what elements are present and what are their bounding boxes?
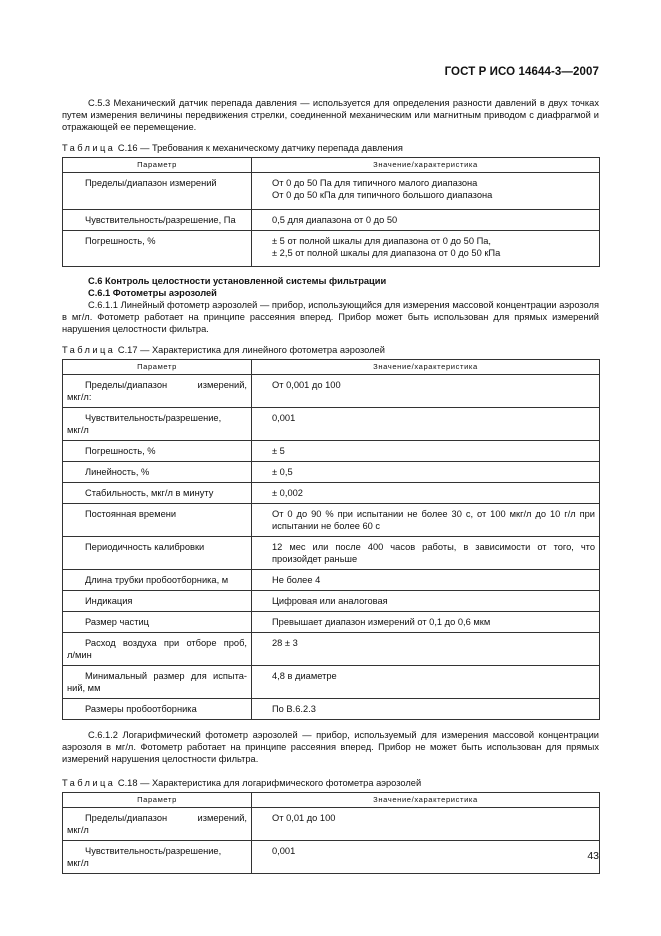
table-row — [63, 441, 600, 462]
table17-param-line: мкг/л — [67, 425, 89, 435]
table17-cell-param — [63, 666, 252, 699]
table17-cell-param: Погрешность, % — [63, 441, 252, 462]
table-row — [63, 173, 600, 210]
table17-cell-value: 28 ± 3 — [252, 633, 600, 666]
table18-param-line: Пределы/диапазон измерений, — [85, 813, 247, 823]
table18-caption — [62, 777, 599, 789]
table17-param-line: Минимальный размер для испыта- — [85, 671, 247, 681]
table-row — [63, 591, 600, 612]
table16-value-line: От 0 до 50 Па для типичного малого диапазона — [272, 178, 478, 188]
table16-cell-value: 0,5 для диапазона от 0 до 50 — [252, 210, 600, 231]
table-row — [63, 699, 600, 720]
table18-label: Таблица — [62, 778, 116, 788]
table16-header-row — [63, 158, 600, 173]
table17 — [62, 359, 600, 720]
table-row — [63, 570, 600, 591]
table17-cell-param: Периодичность калибровки — [63, 537, 252, 570]
table17-caption-text: С.17 — Характеристика для линейного фотометра аэрозолей — [117, 345, 385, 355]
table18-param-line: мкг/л — [67, 858, 89, 868]
table-row — [63, 537, 600, 570]
table16-header-param: Параметр — [63, 158, 252, 173]
table17-param-line: Пределы/диапазон измерений, — [85, 380, 247, 390]
table16-cell-param: Погрешность, % — [63, 231, 252, 267]
table17-cell-param — [63, 375, 252, 408]
table18-header-value: Значение/характеристика — [252, 793, 600, 808]
table18-caption-text: С.18 — Характеристика для логарифмического фотометра аэрозолей — [117, 778, 422, 788]
table17-cell-value: 4,8 в диаметре — [252, 666, 600, 699]
table-row — [63, 210, 600, 231]
table16-cell-param: Чувствительность/разрешение, Па — [63, 210, 252, 231]
table-row — [63, 666, 600, 699]
table17-cell-value: 0,001 — [252, 408, 600, 441]
table17-cell-value: 12 мес или после 400 часов работы, в зависимости от того, что произойдет раньше — [252, 537, 600, 570]
table17-cell-value: Не более 4 — [252, 570, 600, 591]
table18-cell-param — [63, 841, 252, 874]
table17-cell-param: Размер частиц — [63, 612, 252, 633]
table17-cell-value: Цифровая или аналоговая — [252, 591, 600, 612]
table17-cell-value: По В.6.2.3 — [252, 699, 600, 720]
table17-cell-value: ± 0,5 — [252, 462, 600, 483]
table16-cell-value — [252, 173, 600, 210]
table18-param-line: мкг/л — [67, 825, 89, 835]
table17-cell-value: От 0 до 90 % при испытании не более 30 с, от 100 мкг/л до 10 г/л при испытании не более 60 с — [252, 504, 600, 537]
table17-param-line: л/мин — [67, 650, 92, 660]
table-row — [63, 841, 600, 874]
table-row — [63, 633, 600, 666]
table-row — [63, 808, 600, 841]
table18-header-row — [63, 793, 600, 808]
table18-header-param: Параметр — [63, 793, 252, 808]
page-content — [62, 97, 599, 874]
section-c6-heading: С.6 Контроль целостности установленной системы фильтрации — [88, 276, 387, 286]
table17-cell-param — [63, 408, 252, 441]
table18-cell-value: От 0,01 до 100 — [252, 808, 600, 841]
paragraph-c611: С.6.1.1 Линейный фотометр аэрозолей — прибор, использующийся для измерения массовой концентрации аэрозоля в мг/л. Фотометр работает на принципе рассеяния вперед. Прибор может быть использован для прямых измерений нарушения целостности фильтра. — [62, 300, 599, 334]
table16 — [62, 157, 600, 267]
table18-cell-param — [63, 808, 252, 841]
table16-value-line: От 0 до 50 кПа для типичного большого диапазона — [272, 190, 493, 200]
table17-cell-param: Линейность, % — [63, 462, 252, 483]
table17-header-value: Значение/характеристика — [252, 360, 600, 375]
table16-cell-value — [252, 231, 600, 267]
table17-param-line: Чувствительность/разрешение, — [85, 413, 222, 423]
table17-cell-value: ± 0,002 — [252, 483, 600, 504]
table17-cell-value: Превышает диапазон измерений от 0,1 до 0,6 мкм — [252, 612, 600, 633]
table17-cell-param — [63, 633, 252, 666]
table16-caption — [62, 142, 599, 154]
document-header: ГОСТ Р ИСО 14644-3—2007 — [444, 66, 599, 78]
table17-cell-param: Индикация — [63, 591, 252, 612]
table17-header-row — [63, 360, 600, 375]
table18-cell-value: 0,001 — [252, 841, 600, 874]
table17-cell-value: ± 5 — [252, 441, 600, 462]
table16-caption-text: С.16 — Требования к механическому датчику перепада давления — [117, 143, 403, 153]
table16-cell-param: Пределы/диапазон измерений — [63, 173, 252, 210]
table17-cell-param: Размеры пробоотборника — [63, 699, 252, 720]
table17-cell-param: Длина трубки пробоотборника, м — [63, 570, 252, 591]
table17-cell-param: Постоянная времени — [63, 504, 252, 537]
table16-value-line: ± 5 от полной шкалы для диапазона от 0 до 50 Па, — [272, 236, 492, 246]
table-row — [63, 504, 600, 537]
paragraph-c53: С.5.3 Механический датчик перепада давления — используется для определения разности давлений в двух точках путем измерения величины передвижения стрелки, соединенной механическим или магнитным приводом с диафрагмой и отражающей ее перемещение. — [62, 98, 599, 132]
table16-label: Таблица — [62, 143, 116, 153]
table16-header-value: Значение/характеристика — [252, 158, 600, 173]
table17-param-line: мкг/л: — [67, 392, 92, 402]
table17-param-line: ний, мм — [67, 683, 101, 693]
table-row — [63, 462, 600, 483]
table17-header-param: Параметр — [63, 360, 252, 375]
table-row — [63, 483, 600, 504]
table17-cell-value: От 0,001 до 100 — [252, 375, 600, 408]
paragraph-c612: С.6.1.2 Логарифмический фотометр аэрозолей — прибор, используемый для измерения массовой концентрации аэрозоля в мг/л. Фотометр работает на принципе рассеяния вперед. Прибор не может быть использован для прямых измерений нарушения целостности фильтра. — [62, 730, 599, 764]
table16-value-line: ± 2,5 от полной шкалы для диапазона от 0 до 50 кПа — [272, 248, 501, 258]
table17-cell-param: Стабильность, мкг/л в минуту — [63, 483, 252, 504]
table-row — [63, 231, 600, 267]
table17-label: Таблица — [62, 345, 116, 355]
page-number: 43 — [587, 850, 599, 862]
table18 — [62, 792, 600, 874]
table17-caption — [62, 344, 599, 356]
table-row — [63, 612, 600, 633]
table-row — [63, 408, 600, 441]
table-row — [63, 375, 600, 408]
section-c61-heading: С.6.1 Фотометры аэрозолей — [88, 288, 217, 298]
table18-param-line: Чувствительность/разрешение, — [85, 846, 222, 856]
table17-param-line: Расход воздуха при отборе проб, — [85, 638, 247, 648]
